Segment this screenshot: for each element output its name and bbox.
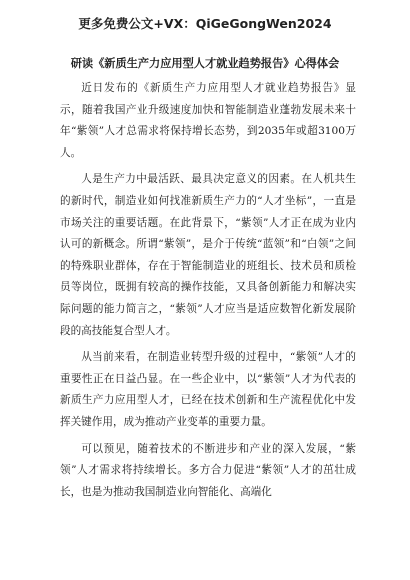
paragraph: 从当前来看，在制造业转型升级的过程中，“紫领”人才的重要性正在日益凸显。在一些企业中，以“紫领”人才为代表的新质生产力应用型人才，已经在技术创新和生产流程优化中发挥关键作用，成为推动产业变革的重要力量。 [60, 351, 356, 428]
paragraph: 人是生产力中最活跃、最具决定意义的因素。在人机共生的新时代，制造业如何找准新质生产力的“人才坐标”，一直是市场关注的重要话题。在此背景下，“紫领”人才正在成为业内认可的新概念。所谓“紫领”，是介于传统“蓝领”和“白领”之间的特殊职业群体，存在于智能制造业的班组长、技术员和质检员等岗位，既拥有较高的操作技能，又具备创新能力和解决实际问题的能力简言之，“紫领”人才应当是适应数智化新发展阶段的高技能复合型人才。 [60, 173, 356, 337]
paragraph: 近日发布的《新质生产力应用型人才就业趋势报告》显示，随着我国产业升级速度加快和智能制造业蓬勃发展未来十年“紫领”人才总需求将保持增长态势，到2035年或超3100万人。 [60, 82, 356, 159]
document-title: 研读《新质生产力应用型人才就业趋势报告》心得体会 [70, 57, 340, 70]
document-body [60, 78, 356, 508]
promo-banner: 更多免费公文+VX：QiGeGongWen2024 [78, 16, 332, 31]
paragraph: 可以预见，随着技术的不断进步和产业的深入发展，“紫领”人才需求将持续增长。多方合力促进“紫领”人才的茁壮成长，也是为推动我国制造业向智能化、高端化 [60, 442, 356, 498]
